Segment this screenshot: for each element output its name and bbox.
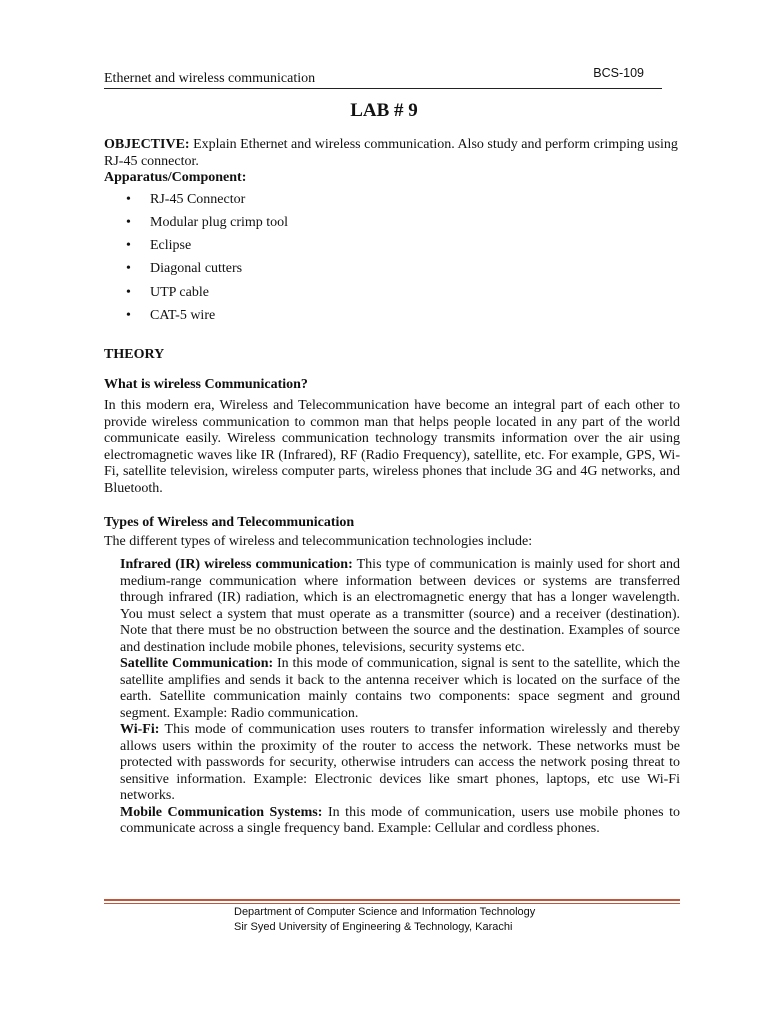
apparatus-item: UTP cable — [150, 284, 209, 300]
type-item — [120, 805, 680, 838]
type-item — [120, 557, 680, 656]
apparatus-item: Eclipse — [150, 238, 192, 254]
main-content — [104, 137, 680, 838]
type-item — [120, 656, 680, 722]
bullet-icon: • — [126, 214, 131, 230]
type-text: This mode of communication uses routers to transfer information wirelessly and thereby allows users within the proximity of the router to access the network. These networks must be protected with passwords for security, otherwise intruders can access the network posing threat to sensitive information. Example: Electronic devices like smart phones, laptops, etc use Wi-Fi networks. — [120, 722, 680, 804]
list-item — [104, 307, 680, 330]
objective-text: Explain Ethernet and wireless communication. Also study and perform crimping using RJ-45 connector. — [104, 137, 678, 169]
page-footer — [234, 905, 535, 935]
objective — [104, 137, 680, 170]
types-list — [120, 557, 680, 838]
lab-title: LAB # 9 — [350, 100, 418, 121]
apparatus-item: RJ-45 Connector — [150, 191, 246, 207]
header-title: Ethernet and wireless communication — [104, 71, 316, 86]
objective-label: OBJECTIVE: — [104, 137, 190, 152]
type-text: In this mode of communication, signal is sent to the satellite, which the satellite amplifies and sends it back to the antenna receiver which is located on the surface of the earth. Satellite communication mainly contains two components: space segment and ground segment. Example: Radio communication. — [120, 656, 680, 721]
bullet-icon: • — [126, 284, 131, 300]
list-item — [104, 237, 680, 260]
theory-heading: THEORY — [104, 347, 165, 363]
course-code: BCS-109 — [593, 66, 644, 80]
types-intro: The different types of wireless and telecommunication technologies include: — [104, 533, 533, 549]
apparatus-list — [104, 191, 680, 331]
apparatus-item: CAT-5 wire — [150, 307, 216, 323]
type-label: Satellite Communication: — [120, 656, 274, 672]
list-item — [104, 214, 680, 237]
bullet-icon: • — [126, 191, 131, 207]
bullet-icon: • — [126, 238, 131, 254]
type-label: Infrared (IR) wireless communication: — [120, 557, 353, 573]
footer-rule-thick — [104, 899, 680, 901]
wireless-paragraph: In this modern era, Wireless and Telecommunication have become an integral part of each other to provide wireless communication to common man that helps people located in any part of the world communicate easily. Wireless communication technology transmits information over the air using electromagnetic waves like IR (Infrared), RF (Radio Frequency), satellite, etc. For example, GPS, Wi-Fi, satellite television, wireless computer parts, wireless phones that include 3G and 4G networks, and Bluetooth. — [104, 398, 680, 496]
footer-rule-thin — [104, 903, 680, 904]
list-item — [104, 191, 680, 214]
wireless-heading: What is wireless Communication? — [104, 376, 308, 392]
apparatus-item: Modular plug crimp tool — [150, 214, 289, 230]
bullet-icon: • — [126, 261, 131, 277]
page-header — [104, 64, 662, 89]
apparatus-item: Diagonal cutters — [150, 261, 243, 277]
types-heading: Types of Wireless and Telecommunication — [104, 515, 355, 531]
footer-department: Department of Computer Science and Information Technology — [234, 906, 536, 918]
type-label: Mobile Communication Systems: — [120, 804, 323, 820]
list-item — [104, 284, 680, 307]
type-text: This type of communication is mainly used for short and medium-range communication where information between devices or systems are transferred through infrared (IR) radiation, which is an electromagnetic energy that has a longer wavelength. You must select a system that must operate as a transmitter (source) and a receiver (destination). Note that there must be no obstruction between the source and the destination. Examples of source and destination include mobile phones, televisions, security systems etc. — [120, 557, 680, 655]
type-text: In this mode of communication, users use mobile phones to communicate across a single frequency band. Example: Cellular and cordless phones. — [120, 804, 680, 837]
footer-university: Sir Syed University of Engineering & Technology, Karachi — [234, 921, 513, 933]
type-label: Wi-Fi: — [120, 722, 160, 738]
type-item — [120, 722, 680, 805]
apparatus-heading: Apparatus/Component: — [104, 170, 247, 185]
list-item — [104, 260, 680, 283]
bullet-icon: • — [126, 307, 131, 323]
